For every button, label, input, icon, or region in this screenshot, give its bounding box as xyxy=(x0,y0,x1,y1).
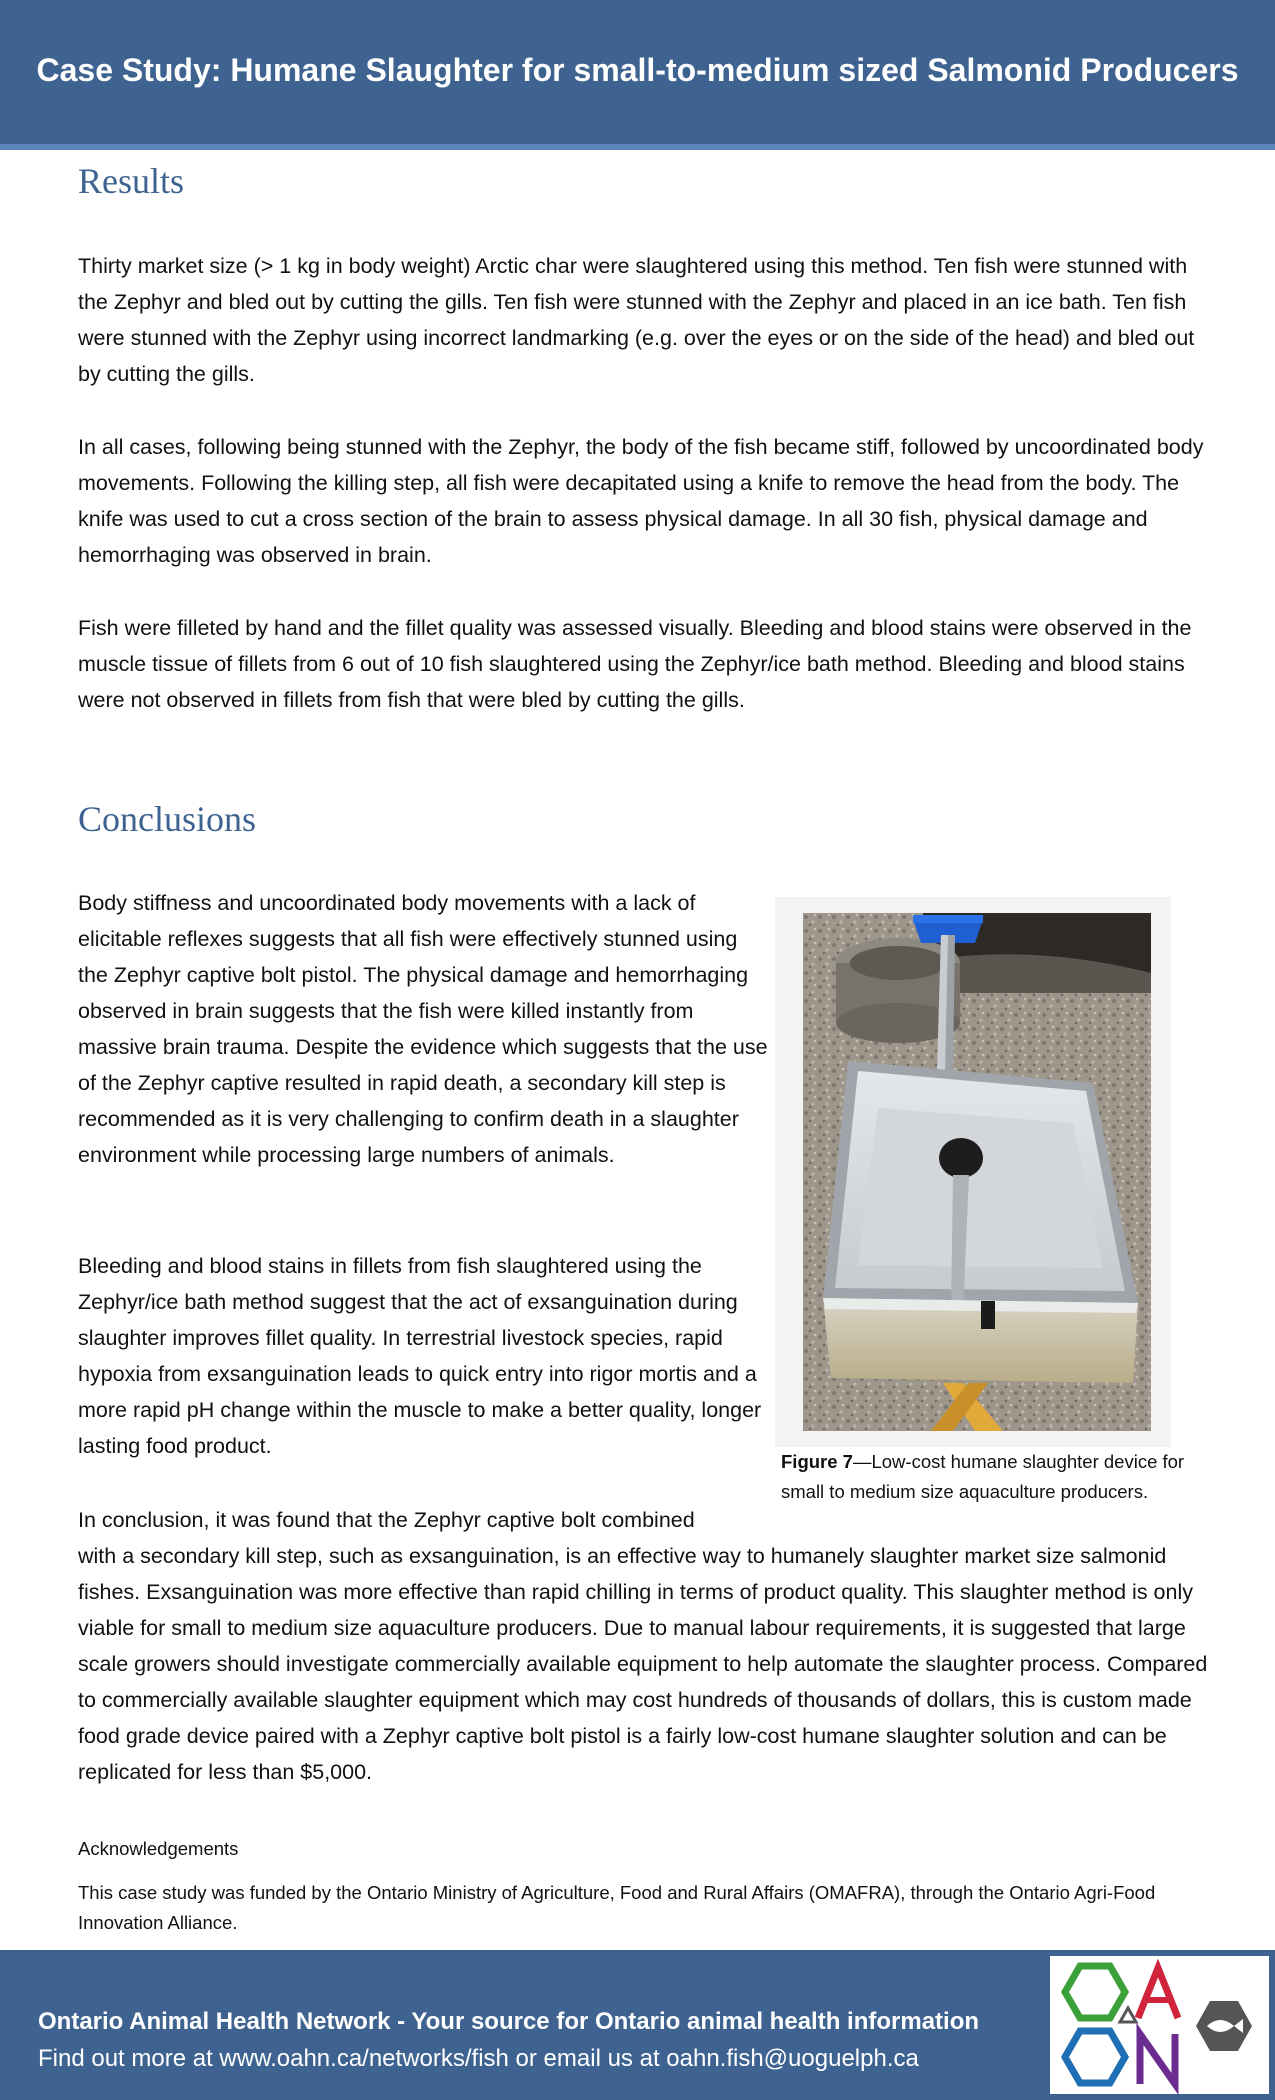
conclusions-heading: Conclusions xyxy=(78,799,257,839)
figure-label: Figure 7 xyxy=(781,1451,853,1472)
conclusions-paragraph-3-lead: In conclusion, it was found that the Zephyr captive bolt combined xyxy=(78,1508,695,1532)
results-paragraph-1: Thirty market size (> 1 kg in body weight) Arctic char were slaughtered using this method. Ten fish were stunned with the Zephyr and bled out by cutting the gills. Ten fish were stunned with the Zephyr and placed in an ice bath. Ten fish were stunned with the Zephyr using incorrect landmarking (e.g. over the eyes or on the side of the head) and bled out by cutting the gills. xyxy=(78,254,1195,386)
page-header xyxy=(0,0,1275,150)
conclusions-paragraph-1: Body stiffness and uncoordinated body movements with a lack of elicitable reflexes suggests that all fish were effectively stunned using the Zephyr captive bolt pistol. The physical damage and hemorrhaging observed in brain suggests that the fish were killed instantly from massive brain trauma. Despite the evidence which suggests that the use of the Zephyr captive resulted in rapid death, a secondary kill step is recommended as it is very challenging to confirm death in a slaughter environment while processing large numbers of animals. xyxy=(78,891,768,1167)
conclusions-paragraph-3: with a secondary kill step, such as exsanguination, is an effective way to humanely slaughter market size salmonid fishes. Exsanguination was more effective than rapid chilling in terms of product quality. This slaughter method is only viable for small to medium size aquaculture producers. Due to manual labour requirements, it is suggested that large scale growers should investigate commercially available equipment to help automate the slaughter process. Compared to commercially available slaughter equipment which may cost hundreds of thousands of dollars, this is custom made food grade device paired with a Zephyr captive bolt pistol is a fairly low-cost humane slaughter solution and can be replicated for less than $5,000. xyxy=(78,1544,1208,1784)
oahn-logo xyxy=(1050,1956,1269,2094)
results-heading: Results xyxy=(78,161,185,201)
acknowledgements-title: Acknowledgements xyxy=(78,1838,239,1859)
page-title: Case Study: Humane Slaughter for small-to-medium sized Salmonid Producers xyxy=(36,52,1239,88)
results-paragraph-3: Fish were filleted by hand and the fillet quality was assessed visually. Bleeding and blood stains were observed in the muscle tissue of fillets from 6 out of 10 fish slaughtered using the Zephyr/ice bath method. Bleeding and blood stains were not observed in fillets from fish that were bled by cutting the gills. xyxy=(78,616,1192,712)
footer-tagline: Ontario Animal Health Network - Your source for Ontario animal health information xyxy=(38,2008,980,2035)
figure-caption xyxy=(781,1447,1201,1507)
acknowledgements-text: This case study was funded by the Ontario Ministry of Agriculture, Food and Rural Affairs (OMAFRA), through the Ontario Agri-Food Innovation Alliance. xyxy=(78,1882,1156,1933)
results-paragraph-2: In all cases, following being stunned with the Zephyr, the body of the fish became stiff, followed by uncoordinated body movements. Following the killing step, all fish were decapitated using a knife to remove the head from the body. The knife was used to cut a cross section of the brain to assess physical damage. In all 30 fish, physical damage and hemorrhaging was observed in brain. xyxy=(78,435,1204,567)
conclusions-paragraph-2: Bleeding and blood stains in fillets from fish slaughtered using the Zephyr/ice bath method suggest that the act of exsanguination during slaughter improves fillet quality. In terrestrial livestock species, rapid hypoxia from exsanguination leads to quick entry into rigor mortis and a more rapid pH change within the muscle to make a better quality, longer lasting food product. xyxy=(78,1254,762,1458)
footer-contact: Find out more at www.oahn.ca/networks/fish or email us at oahn.fish@uoguelph.ca xyxy=(38,2045,919,2072)
slaughter-device-photo xyxy=(803,913,1151,1431)
figure-caption-text: —Low-cost humane slaughter device for small to medium size aquaculture producers. xyxy=(781,1451,1185,1502)
